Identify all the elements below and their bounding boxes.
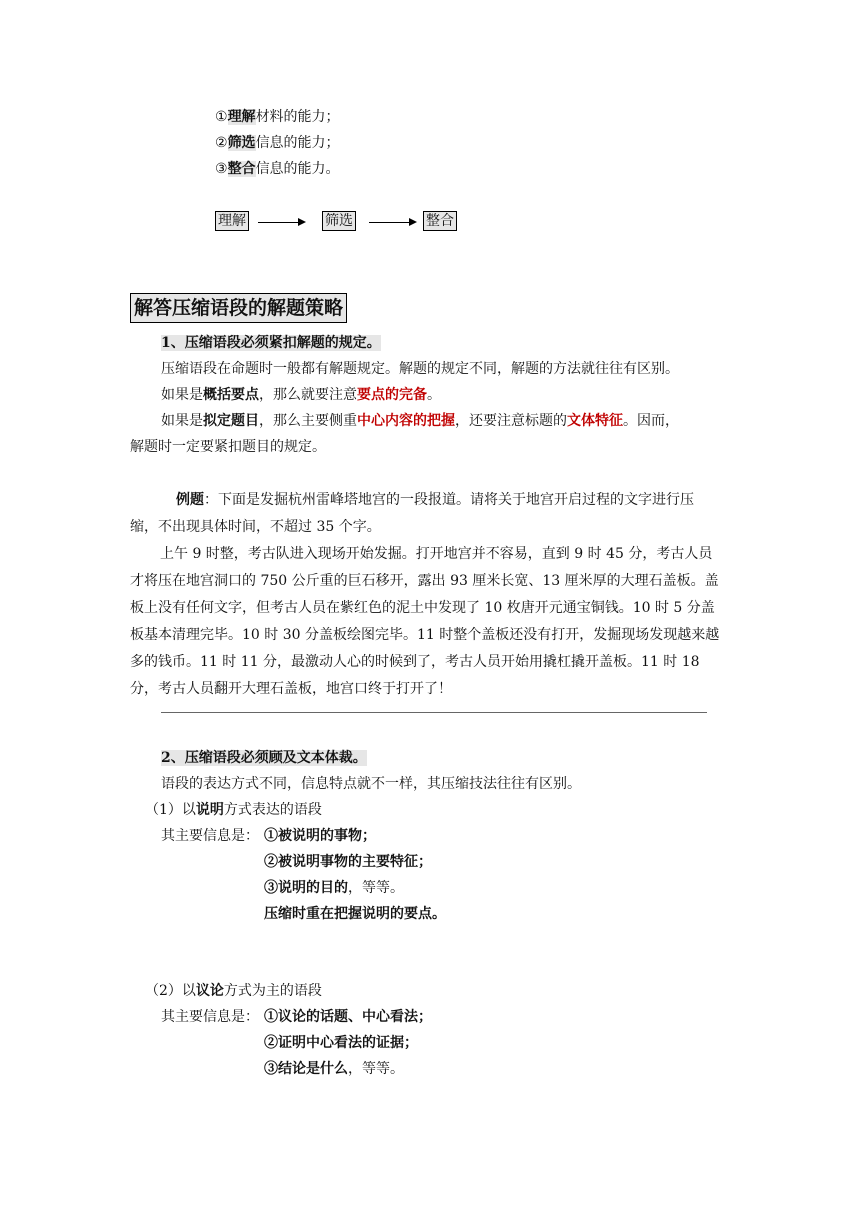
text-fragment: 。因而，: [623, 413, 679, 429]
section2-intro: 语段的表达方式不同，信息特点就不一样，其压缩技法往往有区别。: [161, 776, 581, 792]
section1-para1: 压缩语段在命题时一般都有解题规定。解题的规定不同，解题的方法就往往有区别。: [161, 361, 679, 377]
argue-item-2: ②证明中心看法的证据；: [264, 1035, 418, 1051]
text-fragment: ，那么就要注意: [259, 387, 357, 403]
flow-box-filter: 筛选: [322, 211, 356, 231]
emphasis-title: 拟定题目: [203, 413, 259, 429]
strategy-heading: 解答压缩语段的解题策略: [130, 293, 347, 323]
text-fragment: ：: [204, 492, 218, 508]
explain-item-1: ①被说明的事物；: [264, 828, 376, 844]
explain-note: 压缩时重在把握说明的要点。: [264, 906, 446, 922]
example-question: [130, 487, 720, 541]
argue-item-3-key: ③结论是什么: [264, 1061, 348, 1077]
info-label-1: 其主要信息是：: [161, 828, 259, 844]
text-fragment: 如果是: [161, 387, 203, 403]
flow-box-integrate: 整合: [423, 211, 457, 231]
subsection-explanation: [145, 800, 322, 820]
emphasis-red-complete: 要点的完备: [357, 387, 427, 403]
emphasis-summarize: 概括要点: [203, 387, 259, 403]
ability-num: ②: [215, 135, 228, 151]
emphasis-explanation: 说明: [195, 802, 224, 818]
text-fragment: 方式表达的语段: [223, 802, 322, 818]
section1-para2: [161, 385, 441, 405]
ability-num: ①: [215, 109, 228, 125]
explain-item-2: ②被说明事物的主要特征；: [264, 854, 432, 870]
arrow-icon: [258, 222, 304, 223]
ability-item-1: [215, 107, 340, 127]
ability-item-3: [215, 159, 340, 179]
argue-item-3: [264, 1059, 404, 1079]
text-fragment: ，那么主要侧重: [259, 413, 357, 429]
section1-title: [161, 333, 381, 353]
text-fragment: ，还要注意标题的: [455, 413, 567, 429]
emphasis-red-genre: 文体特征: [567, 413, 623, 429]
ability-key: 理解: [227, 109, 256, 125]
info-label-2: 其主要信息是：: [161, 1009, 259, 1025]
section1-title-text: 1、压缩语段必须紧扣解题的规定。: [161, 335, 381, 351]
emphasis-red-center: 中心内容的把握: [357, 413, 455, 429]
ability-key: 筛选: [227, 135, 256, 151]
flow-box-understand: 理解: [215, 211, 249, 231]
example-label: 例题: [176, 492, 204, 508]
text-fragment: ，等等。: [348, 880, 404, 896]
text-fragment: 。: [427, 387, 441, 403]
emphasis-argument: 议论: [195, 983, 224, 999]
section2-title: [161, 748, 367, 768]
arrow-icon: [369, 222, 415, 223]
text-fragment: 方式为主的语段: [223, 983, 322, 999]
section1-para3: [161, 411, 679, 431]
ability-item-2: [215, 133, 340, 153]
argue-item-1: ①议论的话题、中心看法；: [264, 1009, 432, 1025]
subsection-argument: [145, 981, 322, 1001]
section2-title-text: 2、压缩语段必须顾及文本体裁。: [161, 750, 367, 766]
example-passage: 上午 9 时整，考古队进入现场开始发掘。打开地宫并不容易，直到 9 时 45 分，考古人员才将压在地宫洞口的 750 公斤重的巨石移开，露出 93 厘米长宽、13 厘米厚的大理石盖板。盖板上没有任何文字，但考古人员在紫红色的泥土中发现了 10 枚唐开元通宝铜钱。10 时 5 分盖板基本清理完毕。10 时 30 分盖板绘图完毕。11 时整个盖板还没有打开，发掘现场发现越来越多的钱币。11 时 11 分，最激动人心的时候到了，考古人员开始用撬杠撬开盖板。11 时 18 分，考古人员翻开大理石盖板，地宫口终于打开了！: [130, 546, 720, 697]
section1-para3-cont: 解题时一定要紧扣题目的规定。: [130, 439, 326, 455]
text-fragment: （1）以: [145, 802, 196, 818]
explain-item-3-key: ③说明的目的: [264, 880, 348, 896]
text-fragment: ，等等。: [348, 1061, 404, 1077]
answer-line: [161, 712, 707, 713]
ability-rest: 信息的能力；: [255, 135, 340, 151]
example-question-text: 下面是发掘杭州雷峰塔地宫的一段报道。请将关于地宫开启过程的文字进行压缩，不出现具体时间，不超过 35 个字。: [130, 492, 694, 535]
explain-item-3: [264, 878, 404, 898]
ability-rest: 信息的能力。: [255, 161, 340, 177]
ability-rest: 材料的能力；: [255, 109, 340, 125]
ability-key: 整合: [227, 161, 256, 177]
text-fragment: 如果是: [161, 413, 203, 429]
text-fragment: （2）以: [145, 983, 196, 999]
ability-num: ③: [215, 161, 228, 177]
